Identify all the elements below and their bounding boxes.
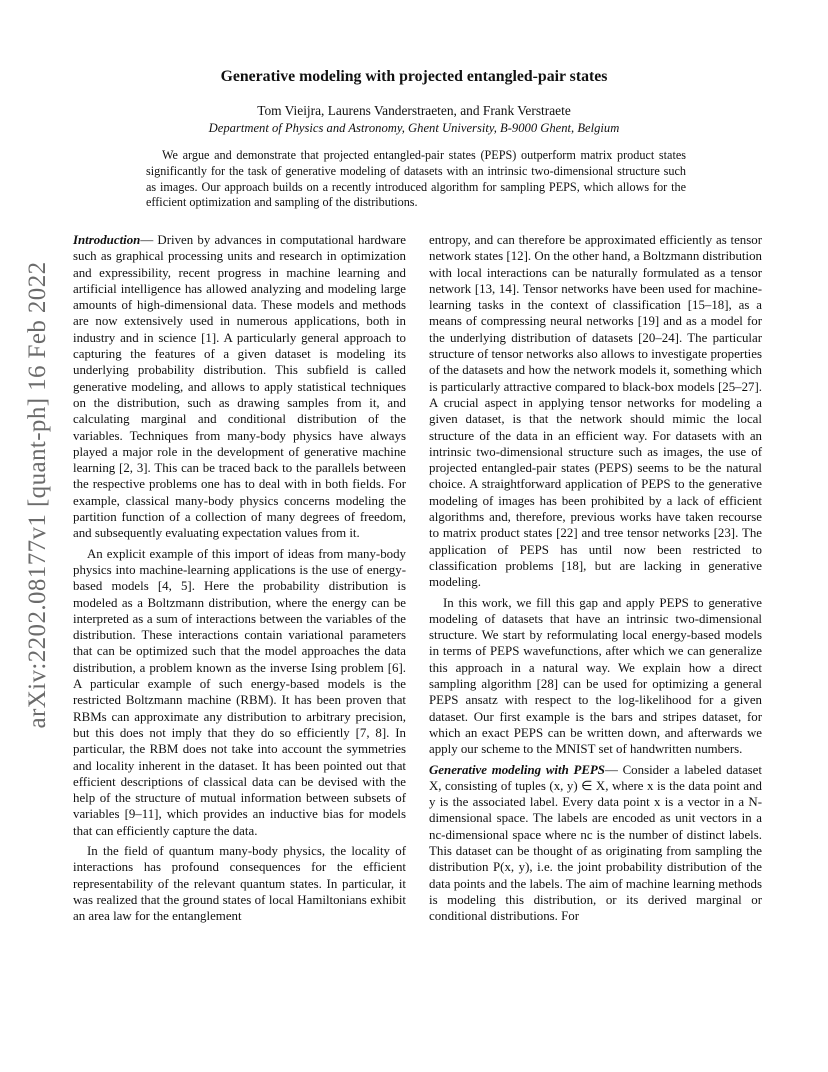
generative-modeling-paragraph	[429, 762, 762, 925]
intro-paragraph	[73, 232, 406, 542]
section-heading-generative-modeling: Generative modeling with PEPS	[429, 762, 605, 777]
quantum-paragraph: In the field of quantum many-body physics, the locality of interactions has profound consequences for the efficient representability of the relevant quantum states. In particular, it was realized that the ground states of local Hamiltonians exhibit an area law for the entanglement	[73, 843, 406, 924]
left-column	[73, 232, 406, 928]
affiliation: Department of Physics and Astronomy, Ghent University, B-9000 Ghent, Belgium	[208, 121, 620, 135]
generative-modeling-text: — Consider a labeled dataset X, consisting of tuples (x, y) ∈ X, where x is the data point and y is the associated label. Every data point x is a vector in a N-dimensional space. The labels are encoded as unit vectors in a nc-dimensional space where nc is the number of distinct labels. This dataset can be thought of as originating from sampling the distribution P(x, y), i.e. the joint probability distribution of the data points and the labels. The aim of machine learning methods is modeling this distribution, or its derived marginal or conditional distributions. For	[429, 762, 762, 924]
tensor-network-paragraph: entropy, and can therefore be approximated efficiently as tensor network states [12]. On the other hand, a Boltzmann distribution with local interactions can be naturally formulated as a tensor network [13, 14]. Tensor networks have been used for machine-learning tasks in the context of classification [15–18], as a means of compressing neural networks [19] and as a model for the underlying distribution of datasets [20–24]. The particular structure of tensor networks also allows to investigate properties of the datasets and how the network models it, something which is particularly attractive compared to black-box models [25–27]. A crucial aspect in applying tensor networks for modeling a given dataset, is that the network should mimic the local structure of the data in an efficient way. For datasets with an intrinsic two-dimensional structure such as images, the use of projected entangled-pair states (PEPS) seems to be the natural choice. A straightforward application of PEPS to the generative modeling of images has been prohibited by a lack of efficient algorithms and, therefore, previous works have taken recourse to matrix product states [22] and tree tensor networks [23]. The application of PEPS has until now been restricted to classification problems [18], but are lacking in generative modeling.	[429, 233, 762, 590]
arxiv-identifier	[18, 260, 58, 730]
intro-text: — Driven by advances in computational hardware such as graphical processing units and research in optimization and expressibility, recent progress in machine learning and artificial intelligence has allowed analyzing and modeling large amounts of high-dimensional data. These models and methods are now extensively used in numerous applications, both in industry and in science [1]. A particularly general approach to capturing the features of a given dataset is modeling its underlying probability distribution. This subfield is called generative modeling, and allows to apply statistical techniques on the distribution, such as drawing samples from it, and calculating marginal and conditional distribution of the variables. Techniques from many-body physics have always played a major role in the development of generative machine learning [2, 3]. This can be traced back to the parallels between the respective problems one has to deal with in both fields. For example, classical many-body physics concerns modeling the partition function of a collection of many degrees of freedom, and subsequently evaluating expectation values from it.	[73, 233, 406, 541]
section-heading-introduction: Introduction	[73, 233, 141, 247]
author-list: Tom Vieijra, Laurens Vanderstraeten, and Frank Verstraete	[257, 103, 571, 118]
paper-title: Generative modeling with projected entangled-pair states	[220, 68, 608, 85]
right-column	[429, 232, 762, 928]
arxiv-identifier-text: arXiv:2202.08177v1 [quant-ph] 16 Feb 2022	[24, 261, 51, 729]
abstract	[146, 148, 686, 211]
this-work-paragraph: In this work, we fill this gap and apply PEPS to generative modeling of datasets that have an intrinsic two-dimensional structure. We start by reformulating local energy-based models in terms of PEPS wavefunctions, after which we can generalize this approach in a natural way. We explain how a direct sampling algorithm [28] can be used for optimizing a general PEPS ansatz with respect to the log-likelihood for a given dataset. Our first example is the bars and stripes dataset, for which an exact PEPS can be written down, and afterwards we apply our scheme to the MNIST set of handwritten numbers.	[429, 595, 762, 757]
abstract-text: We argue and demonstrate that projected entangled-pair states (PEPS) outperform matrix product states significantly for the task of generative modeling of datasets with an intrinsic two-dimensional structure such as images. Our approach builds on a recently introduced algorithm for sampling PEPS, which allows for the efficient optimization and sampling of the distributions.	[146, 148, 686, 210]
energy-based-paragraph: An explicit example of this import of ideas from many-body physics into machine-learning applications is the use of energy-based models [4, 5]. Here the probability distribution is modeled as a Boltzmann distribution, where the energy can be interpreted as a sum of interactions between the variables of the distribution. These interactions contain variational parameters that can be optimized such that the model approaches the data distribution, a problem known as the inverse Ising problem [6]. A particular example of such energy-based models is the restricted Boltzmann machine (RBM). It has been proven that RBMs can approximate any distribution to arbitrary precision, but this does not imply that they do so efficiently [7, 8]. In particular, the RBM does not take into account the symmetries and locality inherent in the dataset. It has been pointed out that efficient descriptions of classical data can be devised with the help of the structure of mutual information between subsets of variables [9–11], which provides an inductive bias for models that can efficiently capture the data.	[73, 546, 406, 838]
